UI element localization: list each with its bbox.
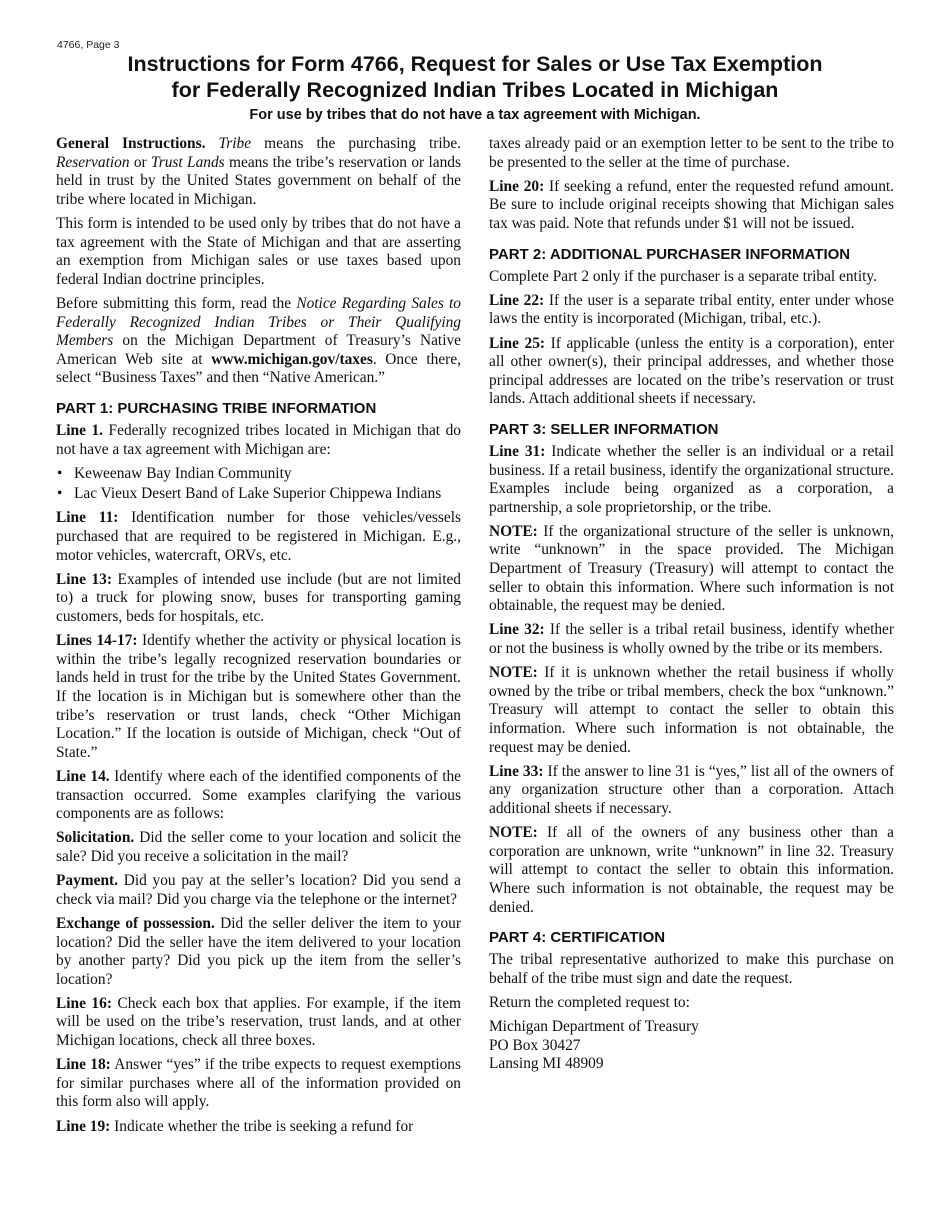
- line13-paragraph: [56, 571, 461, 627]
- note-label: NOTE:: [489, 824, 538, 842]
- text: means the tribe’s reservation or lands held in trust by the United States government on behalf of the tribe where located in Michigan.: [56, 153, 461, 208]
- line18-paragraph: [56, 1056, 461, 1112]
- return-label: Return the completed request to:: [489, 993, 690, 1011]
- line19-paragraph-start: [56, 1118, 461, 1137]
- note-label: NOTE:: [489, 664, 538, 682]
- text: If applicable (unless the entity is a corporation), enter all other owner(s), their principal addresses, and whether those principal addresses are located on the tribe’s reservation or trust lands. Attach additional sheets if necessary.: [489, 334, 895, 408]
- right-column: [489, 135, 894, 1079]
- text: Indicate whether the tribe is seeking a refund for: [110, 1117, 414, 1135]
- address-line: PO Box 30427: [489, 1036, 581, 1054]
- text: Did the seller come to your location and solicit the sale? Did you receive a solicitation in the mail?: [56, 829, 461, 865]
- text: on the Michigan Department of Treasury’s Native American Web site at: [56, 332, 461, 368]
- text: Check each box that applies. For example, if the item will be used on the tribe’s reservation, trust lands, and at other Michigan locations, check all three boxes.: [56, 994, 461, 1050]
- line16-paragraph: [56, 995, 461, 1051]
- text: Identification number for those vehicles/vessels purchased that are required to be registered in Michigan. E.g., motor vehicles, watercraft, ORVs, etc.: [56, 509, 461, 564]
- general-instructions-label: General Instructions.: [56, 135, 206, 152]
- website-link[interactable]: www.michigan.gov/taxes: [211, 350, 373, 368]
- line31-paragraph: [489, 443, 894, 517]
- line-label: Line 14.: [56, 767, 110, 785]
- line32-paragraph: [489, 621, 894, 658]
- text: taxes already paid or an exemption letter to be sent to the tribe to be presented to the seller at the time of purchase.: [489, 135, 894, 171]
- text: Identify whether the activity or physical location is within the tribe’s legally recognized reservation boundaries or lands held in trust for the tribe by the United States Government. If the location is in Michigan but is somewhere other than the tribe’s reservation or trust lands, check “Other Michigan Location.” If the location is outside of Michigan, check “Out of State.”: [56, 632, 461, 761]
- tribe-list-item: [56, 485, 461, 504]
- tribe-name: Keweenaw Bay Indian Community: [74, 464, 292, 482]
- document-title-line-2: for Federally Recognized Indian Tribes Located in Michigan: [171, 78, 779, 102]
- address-line: Lansing MI 48909: [489, 1055, 604, 1073]
- document-subtitle: For use by tribes that do not have a tax agreement with Michigan.: [249, 107, 701, 123]
- line22-paragraph: [489, 292, 894, 329]
- text: Federally recognized tribes located in Michigan that do not have a tax agreement with Michigan are:: [56, 421, 461, 458]
- line20-paragraph: [489, 178, 894, 234]
- line11-paragraph: [56, 509, 461, 565]
- exchange-paragraph: [56, 915, 461, 989]
- text: If the seller is a tribal retail business, identify whether or not the business is wholly owned by the tribe or its members.: [489, 621, 895, 658]
- page-number-label: 4766, Page 3: [57, 39, 120, 51]
- note-label: NOTE:: [489, 522, 538, 540]
- before-submitting-paragraph: [56, 295, 461, 388]
- document-title-line-1: Instructions for Form 4766, Request for Sales or Use Tax Exemption: [127, 52, 823, 76]
- bullet-icon: •: [57, 464, 63, 482]
- part4-heading: PART 4: CERTIFICATION: [489, 929, 666, 947]
- payment-paragraph: [56, 872, 461, 909]
- text: If all of the owners of any business other than a corporation are unknown, write “unknown” in line 32. Treasury will attempt to contact the seller to obtain this information. Where such information is not obtainable, the request may be denied.: [489, 824, 894, 916]
- line-label: Line 11:: [56, 509, 119, 527]
- text: Indicate whether the seller is an individual or a retail business. If a retail business, identify the organizational structure. Examples include being organized as a corporation, a partnership, a sole proprietorship, or the tribe.: [489, 442, 894, 516]
- solicitation-paragraph: [56, 829, 461, 866]
- term-label: Payment.: [56, 872, 118, 890]
- lines14-17-paragraph: [56, 632, 461, 762]
- line-label: Line 32:: [489, 621, 545, 639]
- part1-heading: PART 1: PURCHASING TRIBE INFORMATION: [56, 399, 377, 417]
- line-label: Line 13:: [56, 570, 112, 588]
- text: If the organizational structure of the seller is unknown, write “unknown” in the space provided. The Michigan Department of Treasury (Treasury) will attempt to contact the seller to obtain this information. Where such information is not obtainable, the request may be denied.: [489, 522, 894, 615]
- part3-heading: PART 3: SELLER INFORMATION: [489, 420, 719, 438]
- line33-paragraph: [489, 763, 894, 819]
- line-label: Line 20:: [489, 177, 545, 195]
- note1-paragraph: [489, 523, 894, 616]
- term-label: Exchange of possession.: [56, 914, 215, 932]
- line-label: Line 33:: [489, 762, 544, 780]
- line14-paragraph: [56, 768, 461, 824]
- mailing-address: [489, 1018, 894, 1074]
- text: If the user is a separate tribal entity, enter under whose laws the entity is incorporated (Michigan, tribal, etc.).: [489, 291, 894, 328]
- text: If it is unknown whether the retail business if wholly owned by the tribe or tribal members, check the box “unknown.” Treasury will attempt to contact the seller to obtain this information. Where such information is not obtainable, the request may be denied.: [489, 664, 894, 756]
- part2-intro: Complete Part 2 only if the purchaser is a separate tribal entity.: [489, 267, 877, 285]
- address-line: Michigan Department of Treasury: [489, 1018, 699, 1036]
- line-label: Line 25:: [489, 334, 546, 352]
- text: or: [129, 153, 152, 171]
- text: If the answer to line 31 is “yes,” list all of the owners of any organization structure other than a corporation. Attach additional sheets if necessary.: [489, 762, 894, 817]
- line1-paragraph: [56, 422, 461, 459]
- left-column: [56, 135, 461, 1142]
- term-label: Solicitation.: [56, 829, 135, 847]
- line-label: Line 22:: [489, 291, 545, 309]
- certification-paragraph: The tribal representative authorized to make this purchase on behalf of the tribe must sign and date the request.: [489, 951, 894, 987]
- text: Answer “yes” if the tribe expects to request exemptions for similar purchases where all of the information provided on this form also will apply.: [56, 1056, 461, 1111]
- line-label: Line 31:: [489, 442, 546, 460]
- term-tribe: Tribe: [218, 135, 252, 152]
- text: Examples of intended use include (but are not limited to) a truck for plowing snow, buses for transporting gaming customers, beds for hospitals, etc.: [56, 570, 462, 626]
- text: Did you pay at the seller’s location? Did you send a check via mail? Did you charge via the telephone or the internet?: [56, 872, 461, 908]
- part2-heading: PART 2: ADDITIONAL PURCHASER INFORMATION: [489, 245, 851, 263]
- general-instructions-paragraph: [56, 135, 461, 209]
- bullet-icon: •: [57, 485, 63, 503]
- line-label: Line 18:: [56, 1056, 111, 1074]
- tribe-list-item: [56, 465, 461, 484]
- notice-title: Notice Regarding Sales to Federally Recognized Indian Tribes or Their Qualifying Members: [56, 294, 461, 350]
- text: If seeking a refund, enter the requested refund amount. Be sure to include original receipts showing that Michigan sales tax was paid. Note that refunds under $1 will not be issued.: [489, 177, 895, 232]
- text: Before submitting this form, read the: [56, 294, 297, 312]
- note3-paragraph: [489, 824, 894, 917]
- line25-paragraph: [489, 335, 894, 409]
- note2-paragraph: [489, 664, 894, 757]
- form-purpose-paragraph: This form is intended to be used only by tribes that do not have a tax agreement with the State of Michigan and that are asserting an exemption from Michigan sales or use taxes based upon federal Indian doctrine principles.: [56, 214, 461, 288]
- text: Identify where each of the identified components of the transaction occurred. Some examples clarifying the various components are as follows:: [56, 767, 462, 823]
- line-label: Line 16:: [56, 994, 112, 1012]
- line-label: Line 1.: [56, 421, 104, 439]
- line-label: Lines 14-17:: [56, 632, 138, 650]
- line19-paragraph-continued: [489, 135, 894, 172]
- line-label: Line 19:: [56, 1117, 111, 1135]
- text: . Once there, select “Business Taxes” and then “Native American.”: [56, 350, 461, 387]
- text: means the purchasing tribe.: [251, 135, 462, 152]
- text: Did the seller deliver the item to your location? Did the seller have the item delivered to your location by another party? Did you pick up the item from the seller’s location?: [56, 914, 461, 988]
- term-reservation: Reservation: [56, 153, 130, 171]
- tribe-name: Lac Vieux Desert Band of Lake Superior Chippewa Indians: [74, 485, 442, 503]
- tribe-list: [56, 465, 461, 504]
- term-trust-lands: Trust Lands: [151, 153, 225, 171]
